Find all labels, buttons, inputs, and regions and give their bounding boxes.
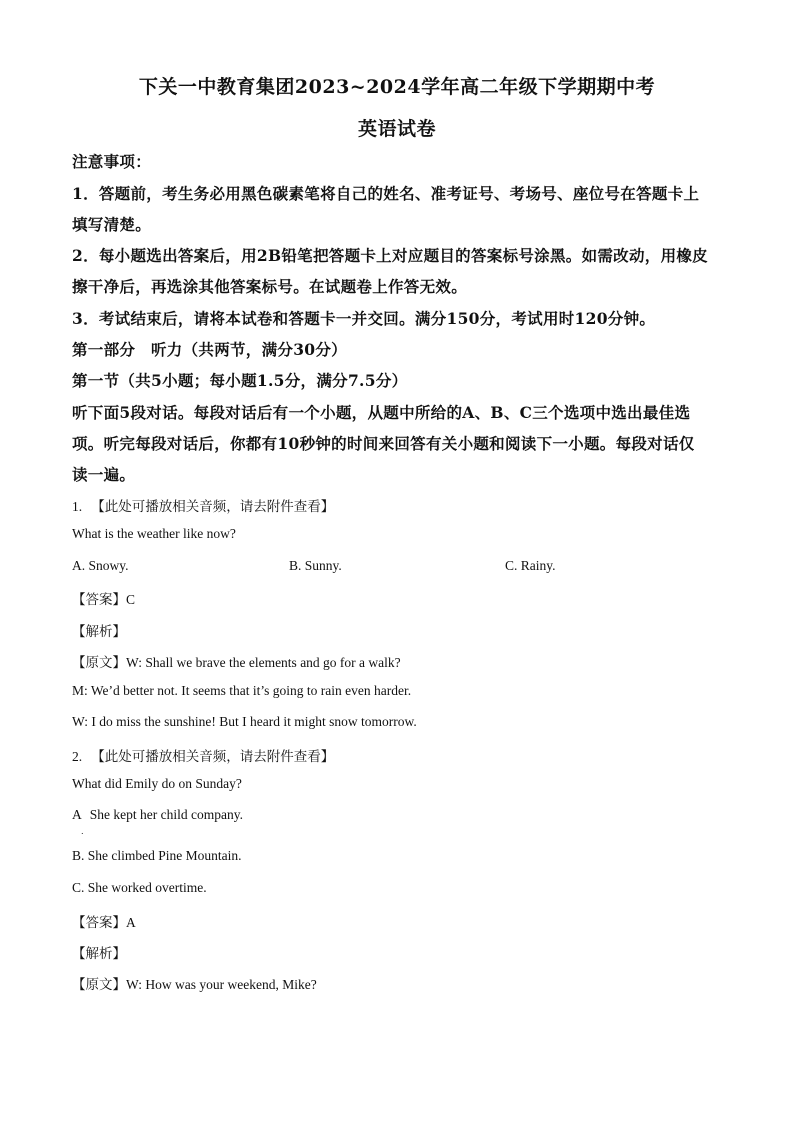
exam-title: 下关一中教育集团2023~2024学年高二年级下学期期中考 — [138, 76, 656, 98]
question-2-option-a — [72, 807, 243, 823]
option-a-text: She kept her child company. — [89, 807, 243, 822]
instructions-line-2: 项。听完每段对话后，你都有10秒钟的时间来回答有关小题和阅读下一小题。每段对话仅 — [72, 434, 695, 453]
question-1-option-c: C. Rainy. — [505, 558, 556, 573]
question-2-header — [72, 745, 334, 765]
instructions-line-3: 读一遍。 — [72, 465, 136, 484]
question-1-option-a: A. Snowy. — [72, 558, 129, 573]
transcript-text: W: How was your weekend, Mike? — [126, 977, 317, 992]
question-1-transcript-2: M: We’d better not. It seems that it’s going to rain even harder. — [72, 683, 412, 698]
question-2-transcript-1 — [72, 973, 317, 993]
question-1-option-b: B. Sunny. — [289, 558, 342, 573]
question-1-audio-link[interactable]: 【此处可播放相关音频，请去附件查看】 — [91, 499, 335, 515]
transcript-text: W: Shall we brave the elements and go for a walk? — [126, 655, 401, 670]
answer-tag: 【答案】 — [72, 915, 126, 931]
question-1-header — [72, 495, 334, 515]
notice-item-3: 3．考试结束后，请将本试卷和答题卡一并交回。满分150分，考试用时120分钟。 — [72, 309, 656, 328]
option-a-stray-dot: . — [81, 827, 84, 836]
notice-item-1-line-1: 1．答题前，考生务必用黑色碳素笔将自己的姓名、准考证号、考场号、座位号在答题卡上 — [72, 184, 700, 203]
question-1-analysis-tag: 【解析】 — [72, 624, 126, 640]
question-2-answer — [72, 911, 136, 931]
question-2-audio-link[interactable]: 【此处可播放相关音频，请去附件查看】 — [91, 749, 335, 765]
question-1-transcript-3: W: I do miss the sunshine! But I heard it might snow tomorrow. — [72, 714, 417, 729]
question-1-transcript-1 — [72, 651, 401, 671]
answer-tag: 【答案】 — [72, 592, 126, 608]
answer-value: A — [126, 915, 136, 930]
question-2-option-c: C. She worked overtime. — [72, 880, 207, 895]
notice-heading: 注意事项： — [72, 152, 152, 171]
question-2-text: What did Emily do on Sunday? — [72, 776, 242, 791]
question-2-analysis-tag: 【解析】 — [72, 946, 126, 962]
question-2-number: 2. — [72, 749, 83, 764]
exam-subtitle: 英语试卷 — [357, 118, 436, 140]
transcript-tag: 【原文】 — [72, 977, 126, 993]
notice-item-1-line-2: 填写清楚。 — [72, 215, 152, 234]
question-1-number: 1. — [72, 499, 83, 514]
transcript-tag: 【原文】 — [72, 655, 126, 671]
section-1-heading: 第一节（共5小题；每小题1.5分，满分7.5分） — [72, 371, 408, 390]
notice-item-2-line-1: 2．每小题选出答案后，用2B铅笔把答题卡上对应题目的答案标号涂黑。如需改动，用橡皮 — [72, 246, 708, 265]
question-1-text: What is the weather like now? — [72, 526, 236, 541]
option-a-letter: A — [72, 807, 82, 822]
question-1-answer — [72, 588, 135, 608]
part-1-heading: 第一部分 听力（共两节，满分30分） — [72, 340, 347, 359]
instructions-line-1: 听下面5段对话。每段对话后有一个小题，从题中所给的A、B、C三个选项中选出最佳选 — [72, 403, 691, 422]
notice-item-2-line-2: 擦干净后，再选涂其他答案标号。在试题卷上作答无效。 — [72, 277, 468, 296]
answer-value: C — [126, 592, 136, 607]
question-2-option-b: B. She climbed Pine Mountain. — [72, 848, 242, 863]
